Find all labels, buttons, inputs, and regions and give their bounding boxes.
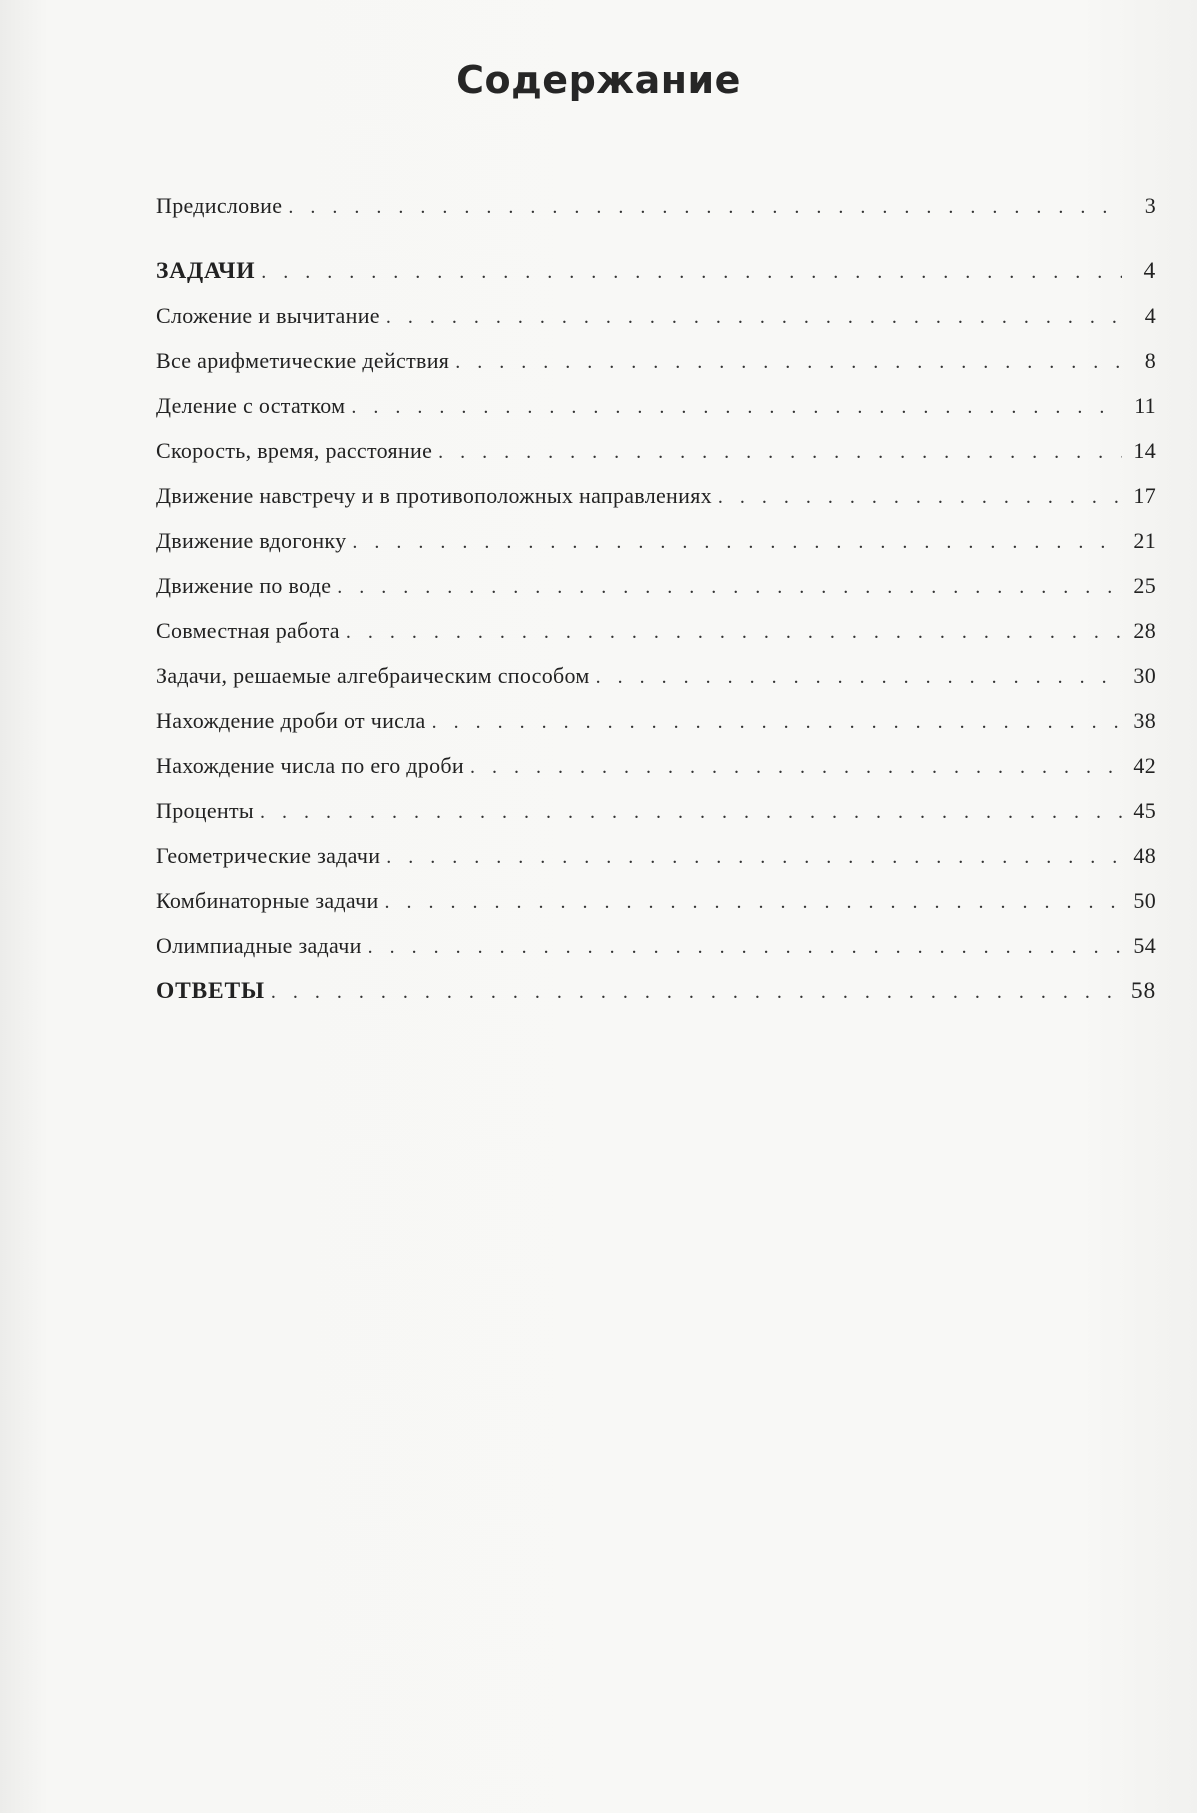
- dot-leader: [288, 196, 1122, 219]
- toc-entry-page: 4: [1143, 258, 1156, 284]
- toc-entry-speed-time-distance[interactable]: [156, 438, 1156, 483]
- toc-entry-page: 30: [1133, 663, 1156, 688]
- toc-entry-page: 58: [1130, 978, 1156, 1004]
- dot-leader: [386, 306, 1122, 329]
- toc-entry-opposite-motion[interactable]: [156, 483, 1156, 528]
- toc-entry-page: 14: [1133, 438, 1156, 463]
- toc-entry-page: 50: [1133, 888, 1156, 913]
- toc-entry-label: Движение навстречу и в противоположных направлениях: [156, 483, 712, 508]
- toc-entry-pursuit-motion[interactable]: [156, 528, 1156, 573]
- toc-entry-label: Задачи, решаемые алгебраическим способом: [156, 663, 590, 688]
- toc-entry-label: Скорость, время, расстояние: [156, 438, 433, 463]
- toc-entry-label: Движение по воде: [156, 573, 332, 598]
- toc-entry-water-motion[interactable]: [156, 573, 1156, 618]
- dot-leader: [596, 666, 1122, 689]
- toc-entry-addition-subtraction[interactable]: [156, 303, 1156, 348]
- toc-entry-page: 25: [1133, 573, 1156, 598]
- toc-entry-page: 8: [1144, 348, 1156, 373]
- dot-leader: [337, 576, 1122, 599]
- toc-entry-page: 42: [1133, 753, 1156, 778]
- page-title: Содержание: [456, 58, 741, 102]
- toc-entry-label: Олимпиадные задачи: [156, 933, 362, 958]
- dot-leader: [271, 981, 1122, 1004]
- toc-entry-label: Геометрические задачи: [156, 843, 381, 868]
- toc-section-tasks[interactable]: [156, 258, 1156, 303]
- dot-leader: [718, 486, 1122, 509]
- toc-entry-label: Комбинаторные задачи: [156, 888, 379, 913]
- table-of-contents: [156, 193, 1156, 1023]
- toc-entry-number-by-fraction[interactable]: [156, 753, 1156, 798]
- toc-entry-percents[interactable]: [156, 798, 1156, 843]
- dot-leader: [261, 261, 1122, 284]
- toc-entry-joint-work[interactable]: [156, 618, 1156, 663]
- dot-leader: [386, 846, 1122, 869]
- toc-entry-combinatorics[interactable]: [156, 888, 1156, 933]
- dot-leader: [351, 396, 1122, 419]
- toc-entry-label: Нахождение числа по его дроби: [156, 753, 464, 778]
- toc-entry-olympiad[interactable]: [156, 933, 1156, 978]
- toc-entry-label: Деление с остатком: [156, 393, 346, 418]
- toc-entry-page: 4: [1144, 303, 1156, 328]
- toc-entry-page: 45: [1133, 798, 1156, 823]
- dot-leader: [346, 621, 1122, 644]
- toc-entry-label: Сложение и вычитание: [156, 303, 380, 328]
- toc-entry-label: Проценты: [156, 798, 254, 823]
- dot-leader: [455, 351, 1122, 374]
- toc-entry-preface[interactable]: [156, 193, 1156, 238]
- toc-entry-label: Совместная работа: [156, 618, 340, 643]
- dot-leader: [438, 441, 1122, 464]
- toc-entry-label: Все арифметические действия: [156, 348, 450, 373]
- dot-leader: [470, 756, 1122, 779]
- toc-entry-page: 54: [1133, 933, 1156, 958]
- toc-entry-label: Предисловие: [156, 193, 283, 218]
- toc-entry-page: 48: [1133, 843, 1156, 868]
- toc-section-label: ЗАДАЧИ: [156, 258, 256, 284]
- toc-entry-page: 38: [1133, 708, 1156, 733]
- toc-entry-algebraic-method[interactable]: [156, 663, 1156, 708]
- toc-entry-label: Движение вдогонку: [156, 528, 347, 553]
- toc-entry-geometry[interactable]: [156, 843, 1156, 888]
- toc-entry-fraction-of-number[interactable]: [156, 708, 1156, 753]
- dot-leader: [385, 891, 1122, 914]
- dot-leader: [260, 801, 1122, 824]
- toc-entry-page: 21: [1133, 528, 1156, 553]
- dot-leader: [432, 711, 1122, 734]
- toc-entry-page: 17: [1133, 483, 1156, 508]
- dot-leader: [368, 936, 1122, 959]
- dot-leader: [352, 531, 1122, 554]
- toc-entry-page: 3: [1144, 193, 1156, 218]
- toc-entry-page: 28: [1133, 618, 1156, 643]
- toc-entry-all-operations[interactable]: [156, 348, 1156, 393]
- toc-section-answers[interactable]: [156, 978, 1156, 1023]
- toc-entry-page: 11: [1134, 393, 1156, 418]
- toc-section-label: ОТВЕТЫ: [156, 978, 265, 1004]
- toc-entry-label: Нахождение дроби от числа: [156, 708, 426, 733]
- toc-entry-division-remainder[interactable]: [156, 393, 1156, 438]
